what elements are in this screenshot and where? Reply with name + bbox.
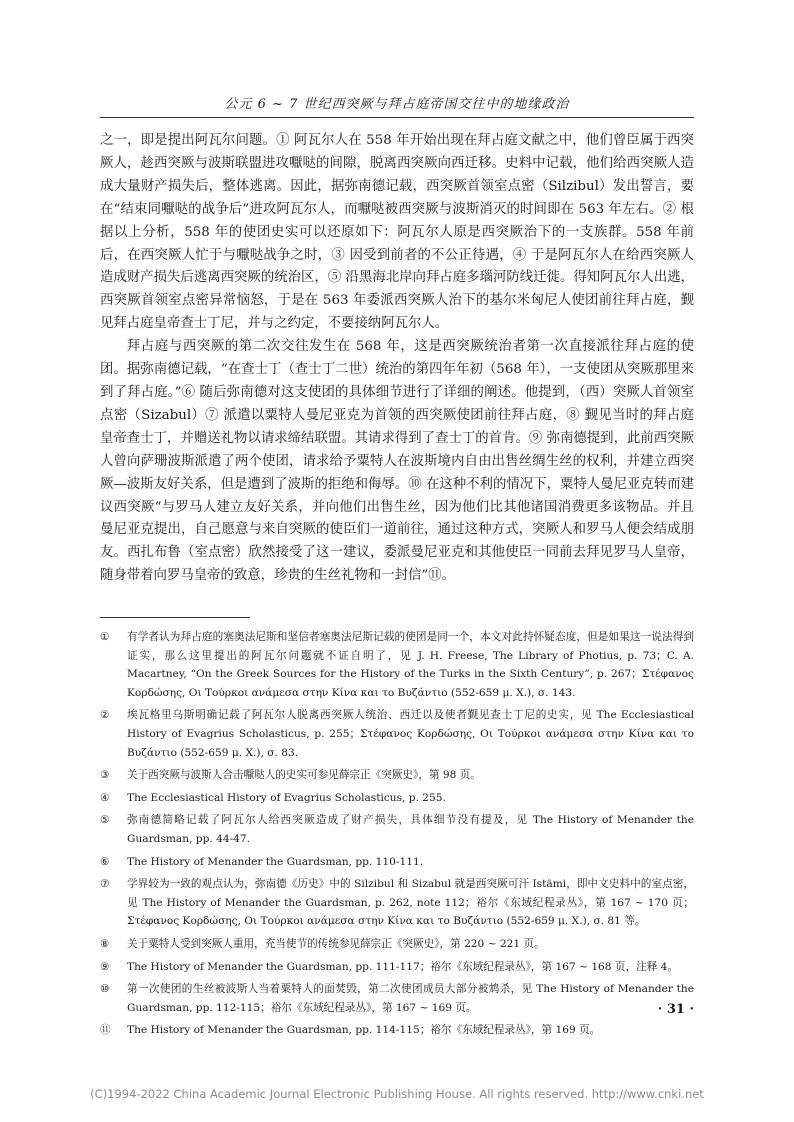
footnote-text: 关于西突厥与波斯人合击嚈哒人的史实可参见薛宗正《突厥史》，第 98 页。	[127, 769, 481, 782]
main-text	[100, 130, 694, 588]
footnotes	[100, 628, 694, 1044]
footnote-text: 弥南德简略记载了阿瓦尔人给西突厥造成了财产损失，具体细节没有提及，见 The History of Menander the Guardsman, pp. 44-47.	[127, 814, 694, 845]
footnote	[100, 875, 694, 931]
footnote	[100, 935, 694, 954]
footnote	[100, 789, 694, 808]
copyright-footer: (C)1994-2022 China Academic Journal Electronic Publishing House. All rights reserved. http://www.cnki.net	[90, 1087, 704, 1101]
footnote-mark: ②	[100, 709, 110, 722]
footnote-mark: ⑤	[100, 814, 110, 827]
footnote	[100, 766, 694, 785]
footnote	[100, 1021, 694, 1040]
footnote-mark: ⑥	[100, 855, 110, 868]
footnote-mark: ⑧	[100, 937, 110, 950]
footnote-text: 埃瓦格里乌斯明确记载了阿瓦尔人脱离西突厥人统治、西迁以及使者觐见查士丁尼的史实，见 The Ecclesiastical History of Evagrius Scholasticus, p. 255；Στέφανος Κορδώσης, Οι Τούρκοι ανάμεσα στην Κίνα και το Βυζάντιο (552-659 μ. Χ.), σ. 83.	[127, 709, 694, 759]
footnote-separator	[100, 617, 250, 618]
footnote-mark: ⑩	[100, 983, 110, 996]
footnote-text: 第一次使团的生丝被波斯人当着粟特人的面焚毁，第二次使团成员大部分被鸩杀，见 The History of Menander the Guardsman, pp. 112-115；裕尔《东域纪程录丛》，第 167 ~ 169 页。	[127, 983, 694, 1014]
footnote-mark: ④	[100, 791, 110, 804]
footnote	[100, 628, 694, 702]
footnote-text: The Ecclesiastical History of Evagrius Scholasticus, p. 255.	[127, 791, 446, 804]
footnote	[100, 853, 694, 872]
footnote-mark: ⑪	[100, 1024, 111, 1037]
footnote-mark: ③	[100, 769, 110, 782]
footnote	[100, 706, 694, 762]
footnote-text: 有学者认为拜占庭的塞奥法尼斯和坚信者塞奥法尼斯记载的使团是同一个，本文对此持怀疑态度，但是如果这一说法得到证实，那么这里提出的阿瓦尔问题就不证自明了，见 J. H. Freese, The Library of Photius, p. 73；C. A. Macartney, “On the Greek Sources for the History of the Turks in the Sixth Century”, p. 267；Στέφανος Κορδώσης, Οι Τούρκοι ανάμεσα στην Κίνα και το Βυζάντιο (552-659 μ. Χ.), σ. 143.	[127, 631, 694, 699]
paragraph: 之一，即是提出阿瓦尔问题。① 阿瓦尔人在 558 年开始出现在拜占庭文献之中，他们曾臣属于西突厥人，趁西突厥与波斯联盟进攻嚈哒的间隙，脱离西突厥向西迁移。史料中记载，他们给西突厥人造成大量财产损失后，整体逃离。因此，据弥南德记载，西突厥首领室点密（Silzibul）发出誓言，要在“结束同嚈哒的战争后”进攻阿瓦尔人，而嚈哒被西突厥与波斯消灭的时间即在 563 年左右。② 根据以上分析，558 年的使团史实可以还原如下：阿瓦尔人原是西突厥治下的一支族群。558 年前后，在西突厥人忙于与嚈哒战争之时，③ 因受到前者的不公正待遇，④ 于是阿瓦尔人在给西突厥人造成财产损失后逃离西突厥的统治区，⑤ 沿黑海北岸向拜占庭多瑙河防线迁徙。得知阿瓦尔人出逃，西突厥首领室点密异常恼怒，于是在 563 年委派西突厥人治下的基尔米匈尼人使团前往拜占庭，觐见拜占庭皇帝查士丁尼，并与之约定，不要接纳阿瓦尔人。	[100, 133, 694, 332]
footnote-text: The History of Menander the Guardsman, pp. 114-115；裕尔《东域纪程录丛》，第 169 页。	[127, 1024, 601, 1037]
footnote	[100, 958, 694, 977]
page-number: · 31 ·	[657, 1002, 694, 1017]
paragraph: 拜占庭与西突厥的第二次交往发生在 568 年，这是西突厥统治者第一次直接派往拜占庭的使团。据弥南德记载，“在查士丁（查士丁二世）统治的第四年年初（568 年），一支使团从突厥那里来到了拜占庭。”⑥ 随后弥南德对这支使团的具体细节进行了详细的阐述。他提到，（西）突厥人首领室点密（Sizabul）⑦ 派遣以粟特人曼尼亚克为首领的西突厥使团前往拜占庭，⑧ 觐见当时的拜占庭皇帝查士丁，并赠送礼物以请求缔结联盟。其请求得到了查士丁的首肯。⑨ 弥南德提到，此前西突厥人曾向萨珊波斯派遣了两个使团，请求给予粟特人在波斯境内自由出售丝绸生丝的权利，并建立西突厥—波斯友好关系，但是遭到了波斯的拒绝和侮辱。⑩ 在这种不利的情况下，粟特人曼尼亚克转而建议西突厥“与罗马人建立友好关系，并向他们出售生丝，因为他们比其他诸国消费更多该物品。并且曼尼亚克提出，自己愿意与来自突厥的使臣们一道前往，通过这种方式，突厥人和罗马人便会结成朋友。西扎布鲁（室点密）欣然接受了这一建议，委派曼尼亚克和其他使臣一同前去拜见罗马人皇帝，随身带着向罗马皇帝的致意，珍贵的生丝礼物和一封信”⑪。	[100, 339, 694, 584]
footnote-mark: ⑨	[100, 960, 110, 973]
running-header: 公元 6 ~ 7 世纪西突厥与拜占庭帝国交往中的地缘政治	[224, 97, 570, 112]
footnote-text: 学界较为一致的观点认为，弥南德《历史》中的 Silzibul 和 Sizabul 就是西突厥可汗 Istämi，即中文史料中的室点密，见 The History of Menander the Guardsman, p. 262, note 112；裕尔《东域纪程录丛》，第 167 ~ 170 页；Στέφανος Κορδώσης, Οι Τούρκοι ανάμεσα στην Κίνα και το Βυζάντιο (552-659 μ. Χ.), σ. 81 等。	[127, 878, 694, 928]
footnote-mark: ⑦	[100, 878, 110, 891]
footnote	[100, 811, 694, 848]
footnote-text: The History of Menander the Guardsman, pp. 111-117；裕尔《东域纪程录丛》，第 167 ~ 168 页，注释 4。	[127, 960, 678, 973]
footnote-text: The History of Menander the Guardsman, pp. 110-111.	[127, 855, 424, 868]
footnote-text: 关于粟特人受到突厥人重用，充当使节的传统参见薛宗正《突厥史》，第 220 ~ 221 页。	[127, 937, 545, 950]
header-rule	[100, 117, 694, 118]
footnote-mark: ①	[100, 631, 110, 643]
footnote	[100, 980, 694, 1017]
